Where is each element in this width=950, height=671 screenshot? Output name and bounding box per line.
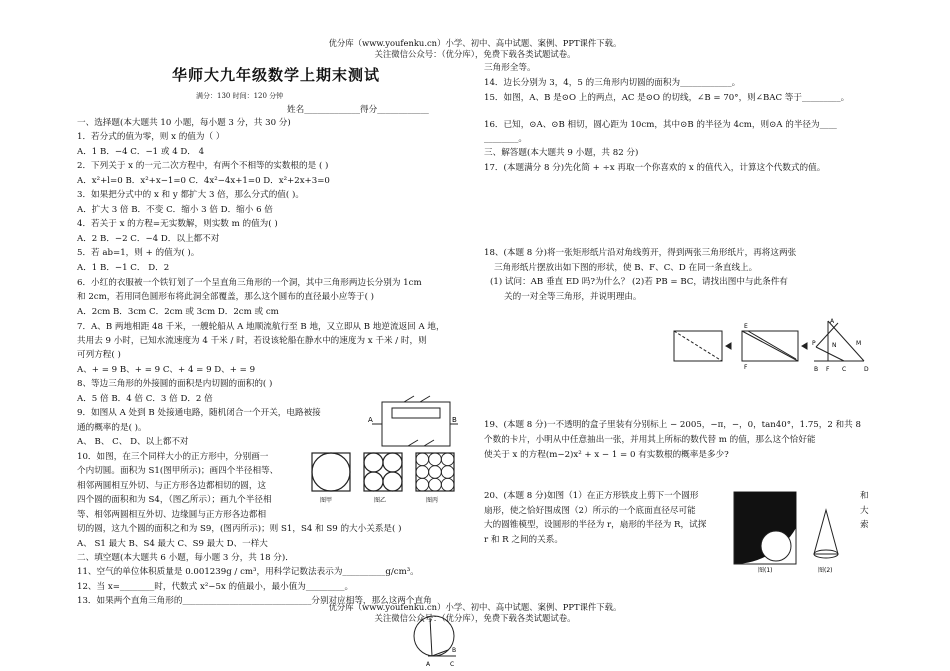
question-15: 15．如图，A、B 是⊙O 上的两点，AC 是⊙O 的切线，∠B = 70°，则∠BAC 等于_________。 [484,93,850,103]
question-2-options: A．x²+l=0 B．x²+x−1=0 C．4x²−4x+1=0 D．x²+2x+3=0 [77,176,330,186]
small-circle [441,453,454,466]
question-19-line-3: 使关于 x 的方程(m−2)x² + x − 1 = 0 有实数根的概率是多少? [484,450,729,460]
question-1: 1．若分式的值为零，则 x 的值为（ ） [77,132,225,142]
exam-subtitle: 满分：130 时间：120 分钟 [196,92,284,100]
question-20-line-1: 20、(本题 8 分)如图（1）在正方形铁皮上剪下一个圆形 [484,491,699,501]
question-14: 14．边长分别为 3，4，5 的三角形内切圆的面积为____________。 [484,78,741,88]
question-11: 11、空气的单位体积质量是 0.001239g / cm³，用科学记数法表示为__________g/cm³。 [77,567,419,577]
fig18-label-f: F [826,366,830,373]
fig20-label-2: 图(2) [818,567,833,574]
question-10-line-6: 切的圆，这九个圆的面积之和为 S9，(图丙所示)；则 S1，S4 和 S9 的大小关系是( ) [77,524,402,534]
small-circle [416,478,429,491]
header-line-2: 关注微信公众号：（优分库），免费下载各类试题试卷。 [374,49,576,59]
question-3: 3．如果把分式中的 x 和 y 都扩大 3 倍，那么分式的值( )。 [77,190,304,200]
question-13-continued: 三角形全等。 [484,63,536,73]
question-10-options: A、 S1 最大 B、S4 最大 C、S9 最大 D、一样大 [77,539,268,549]
question-19-line-1: 19、(本题 8 分)一不透明的盒子里装有分别标上 − 2005，−π，−，0，tan40°，1.75，2 和共 8 [484,420,861,430]
question-20-line-4: r 和 R 之间的关系。 [484,535,563,545]
fig18-label-d: D [864,366,869,373]
question-20-line-3: 大的圆锥模型，设圆形的半径为 r，扇形的半径为 R，试探 [484,520,707,530]
triangle-paper-figure [668,317,878,377]
question-9-line-2: 通的概率的是( )。 [77,423,147,433]
fig18-label-n: N [832,342,837,349]
question-4-options: A．2 B．−2 C．−4 D．以上都不对 [77,234,220,244]
fig15-label-c: C [450,661,455,668]
footer-line-2: 关注微信公众号：（优分库），免费下载各类试题试卷。 [374,613,576,623]
question-17: 17．(本题满分 8 分)先化简 + ÷x 再取一个你喜欢的 x 的值代入，计算这个代数式的值。 [484,163,826,173]
question-7-line-2: 共用去 9 小时，已知水流速度为 4 千米 / 时，若设该轮船在静水中的速度为 x 千米 / 时，则 [77,336,427,346]
question-10-line-2: 个内切圆。面积为 S1(图甲所示)；画四个半径相等、 [77,466,279,476]
question-7-options: A、+ = 9 B、+ = 9 C、+ 4 = 9 D、+ = 9 [77,365,256,375]
question-16-line-1: 16．已知，⊙A、⊙B 相切，圆心距为 10cm，其中⊙B 的半径为 4cm，则⊙A 的半径为____ [484,120,837,130]
fig18-label-p: P [812,340,816,347]
question-18-line-2: 三角形纸片摆放出如下图的形状，使 B、F、C、D 在同一条直线上。 [494,263,758,273]
fig18-label-f2: F [744,364,748,371]
fig20-label-1: 图(1) [758,567,773,574]
section-one-heading: 一、选择题(本大题共 10 小题，每小题 3 分，共 30 分) [77,118,291,128]
circle-squares-figure [308,449,460,505]
question-2: 2．下列关于 x 的一元二次方程中，有两个不相等的实数根的是 ( ) [77,161,329,171]
question-18-line-4: 关的一对全等三角形，并说明理由。 [504,292,642,302]
circuit-label-b: B [452,416,457,424]
fig18-label-b: B [814,366,819,373]
fig18-label-e: E [744,323,748,330]
figure-label-jia: 图甲 [320,497,333,504]
question-6-options: A．2cm B．3cm C．2cm 或 3cm D．2cm 或 cm [77,307,279,317]
small-circle [429,478,442,491]
question-18-line-1: 18、(本题 8 分)将一张矩形纸片沿对角线剪开，得到两张三角形纸片，再将这两张 [484,248,797,258]
question-8: 8、等边三角形的外接圆的面积是内切圆的面积的( ) [77,379,273,389]
section-three-heading: 三、解答题(本大题共 9 小题，共 82 分) [484,148,639,158]
name-score-line: 姓名_____________得分____________ [287,105,429,115]
question-12: 12、当 x=________时，代数式 x²−5x 的值最小，最小值为_________。 [77,582,354,592]
question-8-options: A．5 倍 B．4 倍 C．3 倍 D．2 倍 [77,394,213,404]
question-1-options: A．1 B．−4 C．−1 或 4 D． 4 [77,147,205,157]
fig18-label-a: A [830,318,835,325]
exam-title: 华师大九年级数学上期末测试 [172,66,381,84]
small-circle [441,466,454,479]
question-7-line-3: 可列方程( ) [77,350,121,360]
small-circle [416,453,429,466]
question-20-tail-2: 大 [860,506,869,516]
question-20-line-2: 扇形，使之恰好围成图（2）所示的一个底面直径尽可能 [484,506,696,516]
small-circle [441,478,454,491]
footer-line-1: 优分库（www.youfenku.cn）小学、初中、高中试题、案例、PPT课件下载。 [328,602,622,612]
question-5: 5．若 ab=1，则 + 的值为( )。 [77,248,200,258]
question-4: 4．若关于 x 的方程=无实数解，则实数 m 的值为( ) [77,219,278,229]
fig18-label-c: C [842,366,847,373]
section-two-heading: 二、填空题(本大题共 6 小题，每小题 3 分，共 18 分)． [77,553,294,563]
question-10-line-5: 等、相邻两圆相互外切、边缘圆与正方形各边都相 [77,510,267,520]
question-3-options: A．扩大 3 倍 B．不变 C．缩小 3 倍 D．缩小 6 倍 [77,205,273,215]
small-circle [429,453,442,466]
question-19-line-2: 个数的卡片，小明从中任意抽出一张，并用其上所标的数代替 m 的值，那么这个恰好能 [484,435,816,445]
figure-label-bing: 图丙 [426,497,439,504]
question-16-line-2: ________。 [484,134,527,144]
question-20-tail-1: 和 [860,491,869,501]
header-line-1: 优分库（www.youfenku.cn）小学、初中、高中试题、案例、PPT课件下载。 [328,38,622,48]
small-circle [429,466,442,479]
fig15-label-b: B [452,647,457,654]
question-6-line-1: 6．小红的衣服被一个铁钉划了一个呈直角三角形的一个洞，其中三角形两边长分别为 1cm [77,278,422,288]
question-10-line-3: 相邻两圆相互外切、与正方形各边都相切的圆，这 [77,481,267,491]
question-7-line-1: 7．A、B 两地相距 48 千米，一艘轮船从 A 地顺流航行至 B 地，又立即从 B 地逆流返回 A 地， [77,322,445,332]
question-18-line-3: (1) 试问：AB 垂直 ED 吗?为什么？ (2)若 PB = BC，请找出图中与此条件有 [490,277,788,287]
question-9-options: A、 B、 C、 D、以上都不对 [77,437,189,447]
figure-label-yi: 图乙 [374,497,387,504]
question-10-line-1: 10．如图，在三个同样大小的正方形中，分别画一 [77,452,269,462]
question-6-line-2: 和 2cm，若用同色圆形布将此洞全部覆盖，那么这个圆布的直径最小应等于( ) [77,292,375,302]
circuit-label-a: A [368,416,373,424]
question-13: 13．如果两个直角三角形的______________________________分别对应相等，那么这两个直角 [77,596,432,606]
question-9-line-1: 9．如图从 A 处到 B 处接通电路，随机闭合一个开关，电路被接 [77,408,321,418]
fig15-label-a: A [426,661,431,668]
question-10-line-4: 四个圆的面积和为 S4，（图乙所示）；画九个半径相 [77,495,272,505]
sector-cone-figure [732,490,850,574]
question-20-tail-3: 索 [860,520,869,530]
fig18-label-m: M [856,340,862,347]
question-5-options: A．1 B．−1 C． D．2 [77,263,170,273]
small-circle [416,466,429,479]
